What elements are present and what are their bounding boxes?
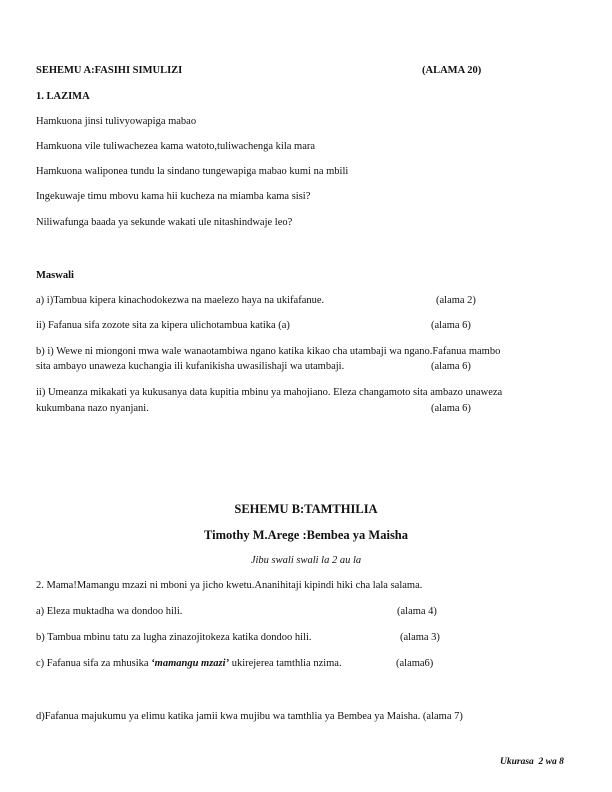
question-text-post: ukirejerea tamthlia nzima.	[229, 658, 342, 669]
character-name: ‘mamangu mzazi’	[151, 658, 230, 669]
quote: 2. Mama!Mamangu mzazi ni mboni ya jicho kwetu.Ananihitaji kipindi hiki cha lala salama.	[36, 580, 423, 591]
question-text: a) i)Tambua kipera kinachodokezwa na maelezo haya na ukifafanue.	[36, 295, 325, 306]
question-text: ii) Fafanua sifa zozote sita za kipera ulichotambua katika (a)	[36, 320, 290, 331]
section-b-subtitle: Timothy M.Arege :Bembea ya Maisha	[203, 528, 409, 542]
instruction: Jibu swali swali la 2 au la	[250, 555, 362, 566]
question-text: ii) Umeanza mikakati ya kukusanya data kupitia mbinu ya mahojiano. Eleza changamoto sita ambazo unaweza	[36, 387, 503, 398]
question-marks: (alama 3)	[400, 632, 440, 643]
question-marks: (alama 6)	[431, 320, 471, 331]
question-text-pre: c) Fafanua sifa za mhusika	[36, 658, 152, 669]
question-text: d)Fafanua majukumu ya elimu katika jamii kwa mujibu wa tamthlia ya Bembea ya Maisha. (alama 7)	[36, 711, 463, 722]
poem-line: Niliwafunga baada ya sekunde wakati ule nitashindwaje leo?	[36, 217, 293, 228]
question-text: sita ambayo unaweza kuchangia ili kufanikisha uwasilishaji wa utambaji.	[36, 361, 345, 372]
page-number: Ukurasa 2 wa 8	[500, 757, 564, 767]
question-marks: (alama 2)	[436, 295, 476, 306]
question-text: a) Eleza muktadha wa dondoo hili.	[36, 606, 183, 617]
question-marks: (alama6)	[396, 658, 434, 669]
poem-line: Hamkuona waliponea tundu la sindano tungewapiga mabao kumi na mbili	[36, 166, 349, 177]
poem-line: Hamkuona jinsi tulivyowapiga mabao	[36, 116, 197, 127]
question-text: b) Tambua mbinu tatu za lugha zinazojitokeza katika dondoo hili.	[36, 632, 312, 643]
question-text: b) i) Wewe ni miongoni mwa wale wanaotambiwa ngano katika kikao cha utambaji wa ngano.Fafanua mambo	[36, 346, 501, 357]
section-b-title: SEHEMU B:TAMTHILIA	[234, 502, 378, 516]
poem-line: Ingekuwaje timu mbovu kama hii kucheza na miamba kama sisi?	[36, 191, 311, 202]
questions-heading: Maswali	[36, 270, 74, 281]
question-heading: 1. LAZIMA	[36, 91, 90, 102]
question-text: kukumbana nazo nyanjani.	[36, 403, 149, 414]
section-a-marks: (ALAMA 20)	[422, 65, 482, 76]
question-text	[36, 657, 342, 670]
question-marks: (alama 6)	[431, 361, 471, 372]
section-a-title: SEHEMU A:FASIHI SIMULIZI	[36, 65, 183, 76]
poem-line: Hamkuona vile tuliwachezea kama watoto,tuliwachenga kila mara	[36, 141, 316, 152]
question-marks: (alama 4)	[397, 606, 437, 617]
question-marks: (alama 6)	[431, 403, 471, 414]
